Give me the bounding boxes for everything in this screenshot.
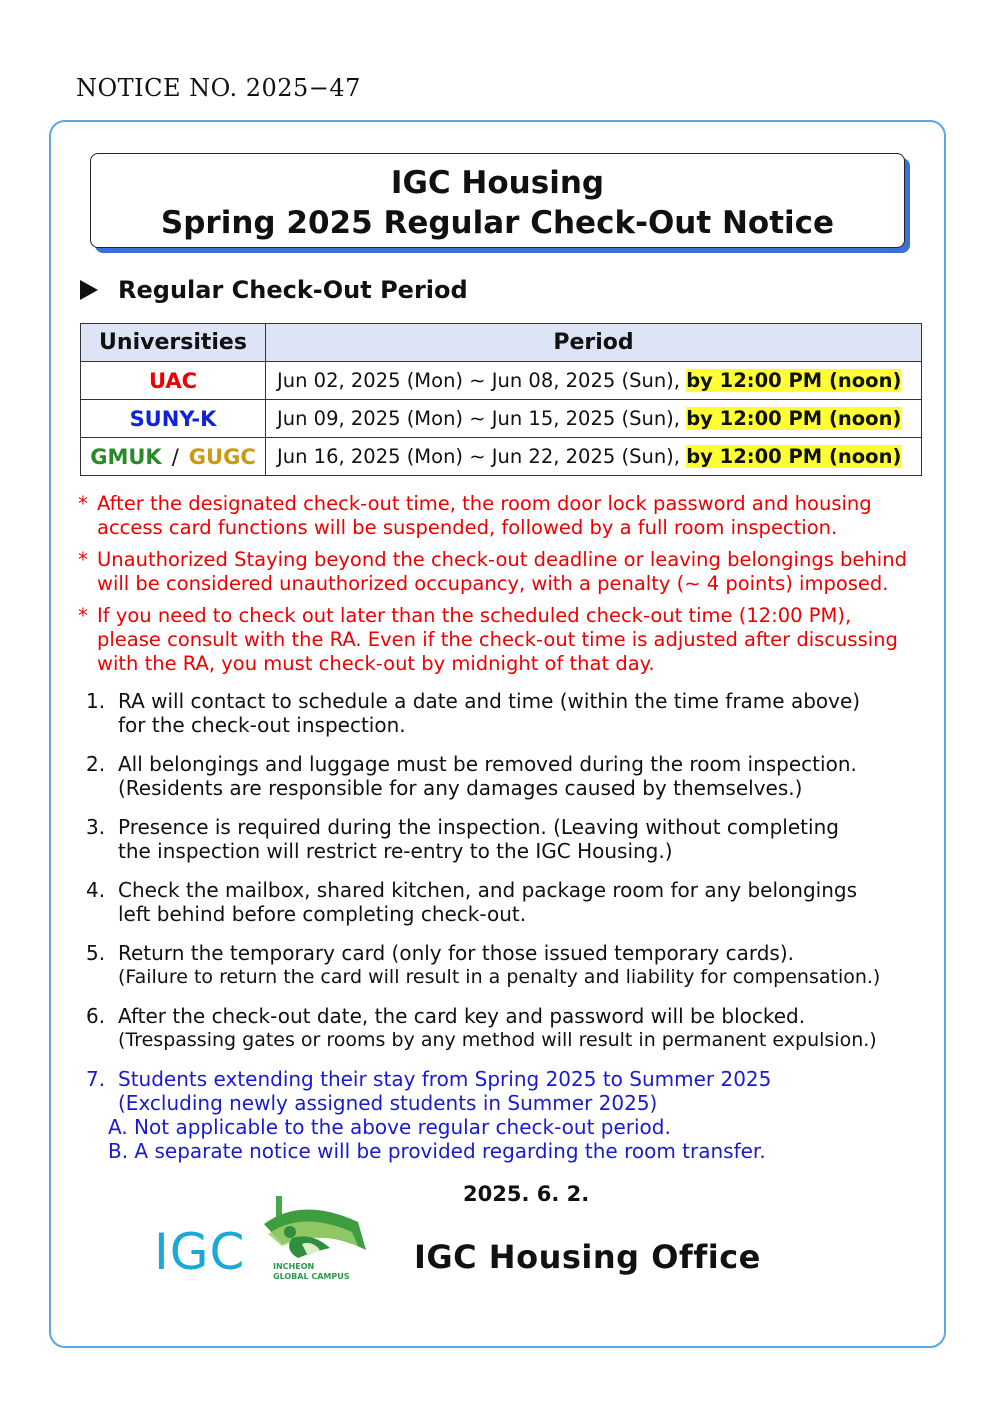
- list-item: [86, 1004, 911, 1052]
- issue-date: 2025. 6. 2.: [463, 1182, 590, 1206]
- sub-item-a: A. Not applicable to the above regular check-out period.: [108, 1115, 671, 1139]
- checkout-period-table: [80, 323, 922, 476]
- table-header-row: [81, 324, 922, 362]
- list-item: [86, 689, 911, 737]
- item-line-2: (Residents are responsible for any damages caused by themselves.): [118, 776, 803, 800]
- list-item: [86, 752, 911, 800]
- campus-building-icon: [264, 1196, 366, 1258]
- warning-notes: [78, 492, 908, 684]
- title-line-2: Spring 2025 Regular Check-Out Notice: [160, 205, 835, 241]
- item-line-1: Return the temporary card (only for those issued temporary cards).: [118, 941, 794, 965]
- logo-subtitle-1: INCHEON: [273, 1262, 315, 1271]
- period-text: Jun 16, 2025 (Mon) ∼ Jun 22, 2025 (Sun),: [277, 445, 687, 468]
- warning-note: [78, 492, 908, 540]
- item-line-1: RA will contact to schedule a date and time (within the time frame above): [118, 689, 861, 713]
- item-line-2: (Failure to return the card will result in a penalty and liability for compensation.): [118, 966, 881, 988]
- section-heading-text: Regular Check-Out Period: [118, 276, 468, 304]
- table-row: [81, 438, 922, 476]
- university-separator: /: [171, 444, 179, 469]
- list-item: [86, 878, 911, 926]
- item-number: 4.: [86, 878, 106, 902]
- note-text: After the designated check-out time, the room door lock password and housing access card functions will be suspended, followed by a full room inspection.: [97, 492, 872, 539]
- deadline-highlight: by 12:00 PM (noon): [686, 369, 902, 392]
- note-marker: *: [78, 492, 88, 515]
- period-cell: [266, 400, 922, 438]
- header-universities: Universities: [81, 324, 266, 362]
- logo-text: IGC: [154, 1223, 246, 1281]
- table-row: [81, 362, 922, 400]
- instructions-list: [86, 689, 911, 1178]
- item-line-1: Presence is required during the inspection. (Leaving without completing: [118, 815, 839, 839]
- period-cell: [266, 362, 922, 400]
- triangle-bullet-icon: [80, 280, 98, 300]
- item-line-2: for the check-out inspection.: [118, 713, 406, 737]
- item-line-1: Students extending their stay from Spring 2025 to Summer 2025: [118, 1067, 772, 1091]
- warning-note: [78, 548, 908, 596]
- period-text: Jun 09, 2025 (Mon) ∼ Jun 15, 2025 (Sun),: [277, 407, 687, 430]
- item-line-2: the inspection will restrict re-entry to the IGC Housing.): [118, 839, 673, 863]
- item-line-2: (Trespassing gates or rooms by any method will result in permanent expulsion.): [118, 1029, 877, 1051]
- item-line-1: Check the mailbox, shared kitchen, and package room for any belongings: [118, 878, 857, 902]
- list-item: [86, 941, 911, 989]
- item-line-1: After the check-out date, the card key and password will be blocked.: [118, 1004, 806, 1028]
- university-uac: UAC: [81, 362, 266, 400]
- university-gmuk-gugc: [81, 438, 266, 476]
- item-number: 5.: [86, 941, 106, 965]
- period-cell: [266, 438, 922, 476]
- item-number: 2.: [86, 752, 106, 776]
- note-marker: *: [78, 604, 88, 627]
- note-marker: *: [78, 548, 88, 571]
- period-text: Jun 02, 2025 (Mon) ∼ Jun 08, 2025 (Sun),: [277, 369, 687, 392]
- item-line-2: left behind before completing check-out.: [118, 902, 527, 926]
- item-line-2: (Excluding newly assigned students in Summer 2025): [118, 1091, 658, 1115]
- university-suny-k: SUNY-K: [81, 400, 266, 438]
- section-heading: [80, 276, 468, 304]
- deadline-highlight: by 12:00 PM (noon): [686, 407, 902, 430]
- university-gmuk: GMUK: [90, 444, 162, 469]
- item-number: 3.: [86, 815, 106, 839]
- list-item: [86, 815, 911, 863]
- notice-number: NOTICE NO. 2025−47: [76, 74, 361, 102]
- title-line-1: IGC Housing: [390, 165, 605, 201]
- title-box: [90, 153, 905, 248]
- item-number: 1.: [86, 689, 106, 713]
- note-text: Unauthorized Staying beyond the check-out deadline or leaving belongings behind will be considered unauthorized occupancy, with a penalty (∼ 4 points) imposed.: [97, 548, 907, 595]
- item-number: 7.: [86, 1067, 106, 1091]
- header-period: Period: [266, 324, 922, 362]
- table-row: [81, 400, 922, 438]
- sub-item-b: B. A separate notice will be provided regarding the room transfer.: [108, 1139, 766, 1163]
- item-number: 6.: [86, 1004, 106, 1028]
- office-signature: IGC Housing Office: [414, 1238, 761, 1276]
- list-item-extension: [86, 1067, 911, 1163]
- item-line-1: All belongings and luggage must be removed during the room inspection.: [118, 752, 857, 776]
- logo-subtitle-2: GLOBAL CAMPUS: [273, 1272, 350, 1281]
- note-text: If you need to check out later than the scheduled check-out time (12:00 PM), please consult with the RA. Even if the check-out time is adjusted after discussing with the RA, you must check-out by midnight of that day.: [97, 604, 898, 675]
- warning-note: [78, 604, 908, 676]
- university-gugc: GUGC: [188, 444, 256, 469]
- deadline-highlight: by 12:00 PM (noon): [686, 445, 902, 468]
